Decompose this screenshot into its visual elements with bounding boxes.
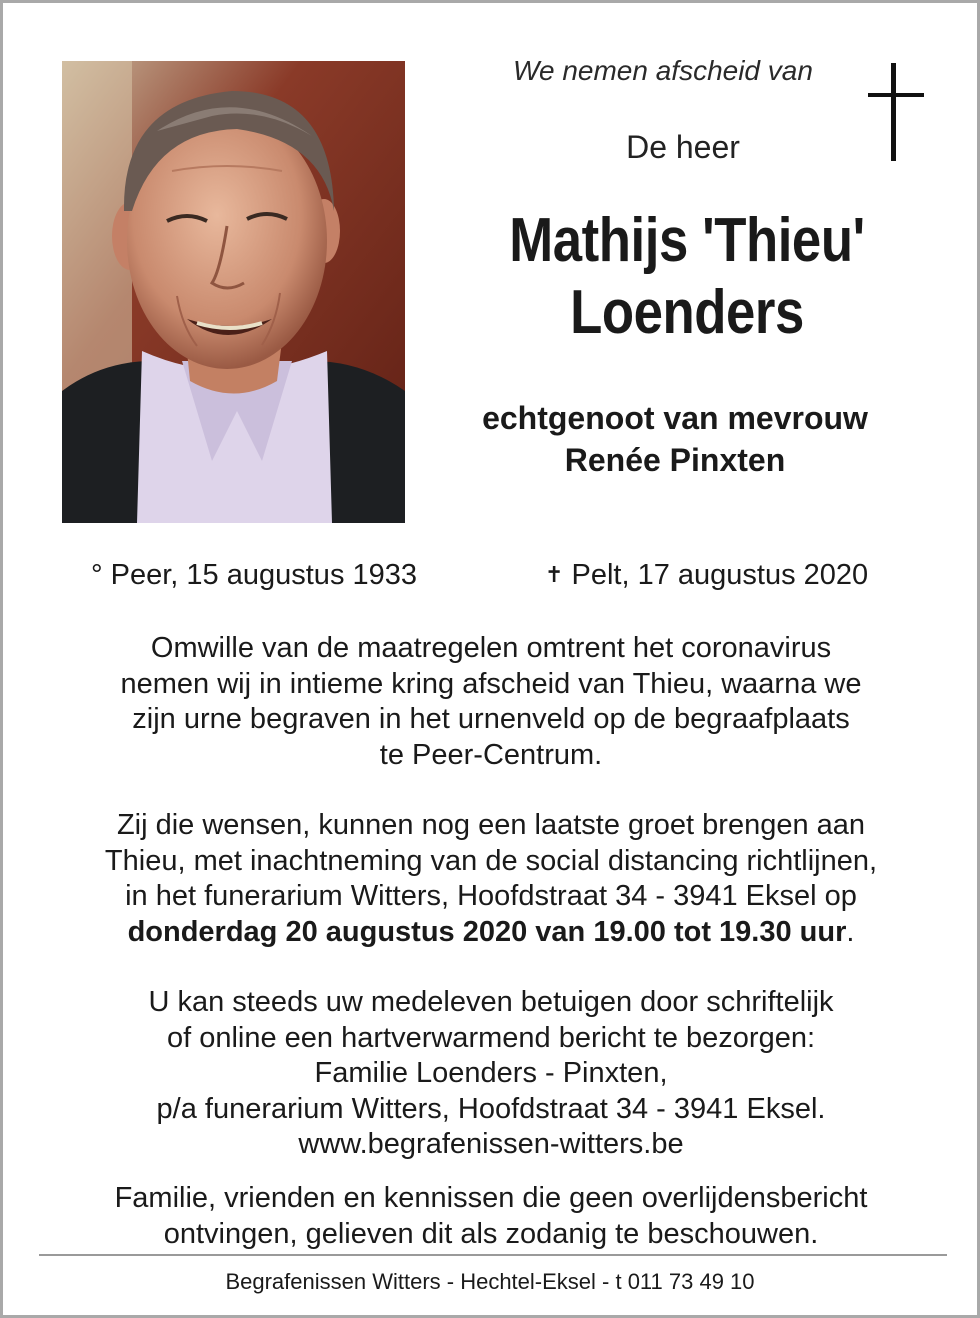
paragraph-notice <box>43 1181 939 1252</box>
paragraph-line: Familie, vrienden en kennissen die geen overlijdensbericht <box>114 1182 868 1214</box>
paragraph-line: U kan steeds uw medeleven betuigen door schriftelijk <box>148 986 834 1018</box>
name-line-1: Mathijs 'Thieu' <box>509 206 865 275</box>
honorific: De heer <box>626 129 740 165</box>
paragraph-line: of online een hartverwarmend bericht te bezorgen: <box>166 1021 816 1054</box>
paragraph-condolences <box>43 985 939 1163</box>
visitation-end: . <box>846 915 855 948</box>
paragraph-line: in het funerarium Witters, Hoofdstraat 34 - 3941 Eksel op <box>125 880 857 912</box>
paragraph-visitation <box>43 808 939 950</box>
paragraph-line: nemen wij in intieme kring afscheid van Thieu, waarna we <box>120 667 862 700</box>
footer-text: Begrafenissen Witters - Hechtel-Eksel - t 011 73 49 10 <box>225 1269 755 1294</box>
visitation-datetime-bold: donderdag 20 augustus 2020 van 19.00 tot 19.30 uur <box>127 915 847 948</box>
paragraph-line: Zij die wensen, kunnen nog een laatste groet brengen aan <box>116 809 866 841</box>
death-info <box>545 559 868 592</box>
paragraph-line: Familie Loenders - Pinxten, <box>314 1057 668 1089</box>
name-line-2: Loenders <box>570 278 804 347</box>
paragraph-line: Omwille van de maatregelen omtrent het coronavirus <box>150 632 832 664</box>
paragraph-line: p/a funerarium Witters, Hoofdstraat 34 - 3941 Eksel. <box>156 1092 826 1125</box>
website-link[interactable]: www.begrafenissen-witters.be <box>298 1128 684 1160</box>
paragraph-corona <box>43 631 939 773</box>
death-symbol-icon: ✝ <box>545 562 564 587</box>
deceased-name <box>471 205 903 349</box>
paragraph-line: zijn urne begraven in het urnenveld op de begraafplaats <box>132 703 850 735</box>
intro-text: We nemen afscheid van <box>513 55 813 86</box>
portrait-image <box>62 61 405 523</box>
portrait-photo <box>62 61 405 523</box>
paragraph-line: te Peer-Centrum. <box>379 738 603 771</box>
birth-info: ° Peer, 15 augustus 1933 <box>91 559 418 591</box>
death-text: Pelt, 17 augustus 2020 <box>571 559 869 591</box>
spouse-info <box>433 397 917 481</box>
paragraph-line: ontvingen, gelieven dit als zodanig te beschouwen. <box>163 1217 819 1250</box>
spouse-line-1: echtgenoot van mevrouw <box>482 400 868 436</box>
visitation-datetime <box>43 915 939 951</box>
paragraph-line: Thieu, met inachtneming van de social distancing richtlijnen, <box>104 844 878 877</box>
spouse-line-2: Renée Pinxten <box>564 442 786 478</box>
footer-divider <box>39 1254 947 1256</box>
